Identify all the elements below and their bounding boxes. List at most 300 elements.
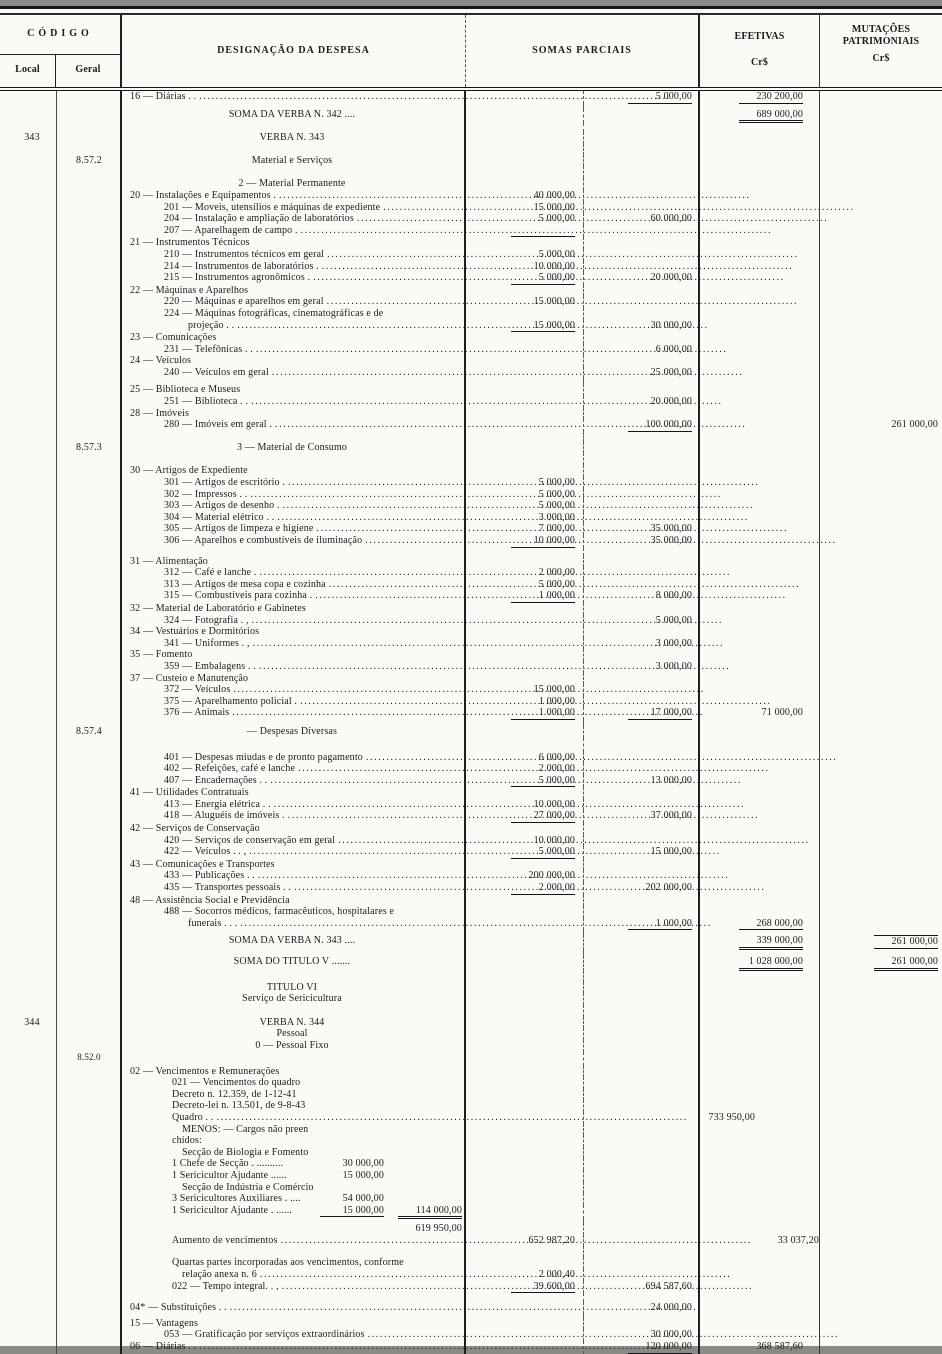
amount-value: 268 000,00: [739, 918, 803, 931]
cell-designacao: [122, 1257, 466, 1269]
cell-soma-parcial-1: [466, 308, 584, 320]
cell-codigo-geral: [57, 144, 122, 155]
item-label: 231 — Telefônicas . .: [164, 343, 253, 355]
cell-codigo-local: [0, 1017, 57, 1029]
cell-efetivas: [700, 1147, 820, 1159]
cell-mutacoes: [820, 763, 942, 775]
cell-soma-parcial-2: [584, 1052, 700, 1066]
item-label: 280 — Imóveis em geral .: [164, 419, 273, 431]
table-row: [0, 396, 942, 408]
cell-codigo-local: [0, 144, 57, 155]
cell-soma-parcial-2: [584, 332, 700, 344]
cell-soma-parcial-2: [584, 1112, 700, 1124]
cell-codigo-local: [0, 1269, 57, 1281]
cell-efetivas: [700, 882, 820, 895]
item-label: 407 — Encadernações . .: [164, 774, 268, 786]
amount-value: 20 000,00: [650, 272, 692, 284]
cell-efetivas: [700, 432, 820, 442]
cell-soma-parcial-2: [584, 477, 700, 489]
cell-soma-parcial-1: [466, 166, 584, 178]
cell-efetivas: [700, 1112, 820, 1124]
cell-soma-parcial-1: [466, 1318, 584, 1330]
section-heading: 2 — Material Permanente: [238, 178, 346, 190]
cell-designacao: [122, 638, 466, 650]
cell-mutacoes: [820, 190, 942, 202]
cell-designacao: [122, 993, 466, 1005]
cell-efetivas: [700, 556, 820, 568]
table-row: [0, 272, 942, 285]
cell-soma-parcial-2: [584, 355, 700, 367]
cell-codigo-local: [0, 109, 57, 124]
cell-designacao: [122, 787, 466, 799]
cell-soma-parcial-1: [466, 367, 584, 379]
table-row: [0, 918, 942, 931]
amount-value: 368 587,60: [756, 1341, 803, 1353]
cell-soma-parcial-1: [466, 1293, 584, 1302]
cell-soma-parcial-1: [466, 535, 584, 548]
spacer-row: [0, 738, 942, 752]
cell-soma-parcial-2: [584, 1302, 700, 1314]
cell-designacao: [122, 320, 466, 333]
cell-efetivas: [700, 696, 820, 708]
cell-codigo-local: [0, 225, 57, 238]
cell-efetivas: [700, 649, 820, 661]
cell-codigo-local: [0, 132, 57, 144]
cell-soma-parcial-1: [466, 225, 584, 238]
cell-codigo-geral: [57, 626, 122, 638]
table-row: [0, 384, 942, 396]
cell-efetivas: [700, 567, 820, 579]
item-label: 359 — Embalagens . .: [164, 660, 256, 672]
cell-soma-parcial-2: [584, 626, 700, 638]
cell-designacao: [122, 144, 466, 155]
cell-codigo-local: [0, 707, 57, 720]
cell-designacao: [122, 738, 466, 752]
cell-efetivas: [700, 1302, 820, 1314]
cell-codigo-geral: [57, 810, 122, 823]
cell-soma-parcial-1: [466, 1235, 584, 1247]
section-heading: Pessoal: [276, 1028, 308, 1040]
spacer-row: [0, 1005, 942, 1017]
cell-soma-parcial-2: [584, 661, 700, 673]
spacer: [308, 1147, 462, 1159]
cell-efetivas: [700, 661, 820, 673]
table-row: [0, 661, 942, 673]
cell-efetivas: [700, 799, 820, 811]
item-label: 313 — Artigos de mesa copa e cozinha: [164, 578, 326, 590]
spacer-row: [0, 453, 942, 465]
amount-value: 694 587,60: [645, 1280, 692, 1292]
amount-value: 33 037,20: [777, 1234, 819, 1246]
cell-efetivas: [700, 846, 820, 859]
table-row: [0, 982, 942, 994]
item-label: 02 — Vencimentos e Remunerações: [130, 1065, 280, 1077]
cell-codigo-local: [0, 465, 57, 477]
item-label: 24 — Veículos: [130, 355, 192, 367]
item-label: Aumento de vencimentos: [172, 1234, 278, 1246]
cell-designacao: [122, 237, 466, 249]
cell-soma-parcial-1: [466, 661, 584, 673]
cell-codigo-geral: [57, 1089, 122, 1101]
cell-designacao: [122, 285, 466, 297]
cell-designacao: [122, 512, 466, 524]
cell-designacao: [122, 603, 466, 615]
cell-soma-parcial-1: [466, 261, 584, 273]
cell-efetivas: [700, 1089, 820, 1101]
cell-codigo-geral: [57, 993, 122, 1005]
column-header-efetivas: [700, 15, 820, 87]
cell-soma-parcial-2: [584, 906, 700, 918]
item-label: 422 — Veículos . . ,: [164, 846, 247, 858]
table-row: [0, 799, 942, 811]
cell-codigo-geral: [57, 846, 122, 859]
cell-codigo-local: [0, 993, 57, 1005]
cell-designacao: [122, 308, 466, 320]
cell-mutacoes: [820, 859, 942, 871]
cell-codigo-geral: [57, 396, 122, 408]
cell-designacao: [122, 1052, 466, 1066]
designacao-amount: [312, 1193, 384, 1205]
cell-efetivas: [700, 1066, 820, 1078]
cell-mutacoes: [820, 696, 942, 708]
cell-soma-parcial-2: [584, 1147, 700, 1159]
amount-value: 5 000,00: [538, 488, 575, 500]
cell-codigo-local: [0, 1077, 57, 1089]
cell-soma-parcial-1: [466, 453, 584, 465]
cell-soma-parcial-2: [584, 993, 700, 1005]
cell-mutacoes: [820, 823, 942, 835]
cell-soma-parcial-2: [584, 1066, 700, 1078]
cell-soma-parcial-1: [466, 982, 584, 994]
table-row: [0, 109, 942, 124]
cell-soma-parcial-2: [584, 384, 700, 396]
cell-soma-parcial-2: [584, 870, 700, 882]
cell-soma-parcial-2: [584, 1341, 700, 1354]
cell-mutacoes: [820, 726, 942, 738]
cell-mutacoes: [820, 590, 942, 603]
cell-soma-parcial-1: [466, 144, 584, 155]
cell-designacao: [122, 225, 466, 238]
cell-designacao: [122, 1028, 466, 1040]
cell-designacao: [122, 971, 466, 982]
cell-codigo-geral: [57, 752, 122, 764]
table-row: [0, 237, 942, 249]
column-header-somas-parciais: SOMAS PARCIAIS: [466, 15, 700, 87]
cell-mutacoes: [820, 673, 942, 685]
table-row: [0, 956, 942, 971]
cell-soma-parcial-2: [584, 1269, 700, 1281]
amount-value: 27 000,00: [511, 810, 575, 823]
cell-designacao: [122, 123, 466, 132]
cell-efetivas: [700, 512, 820, 524]
cell-mutacoes: [820, 432, 942, 442]
amount-value: 1 000,00: [511, 707, 575, 720]
item-label: 3 Sericicultores Auxiliares . ....: [172, 1193, 301, 1205]
cell-codigo-geral: [57, 355, 122, 367]
cell-efetivas: [700, 615, 820, 627]
cell-efetivas: [700, 396, 820, 408]
table-row: [0, 535, 942, 548]
cell-designacao: [122, 626, 466, 638]
cell-soma-parcial-2: [584, 1193, 700, 1205]
cell-efetivas: [700, 859, 820, 871]
cell-codigo-local: [0, 823, 57, 835]
amount-value: 8.57.2: [76, 154, 102, 166]
cell-mutacoes: [820, 419, 942, 432]
cell-codigo-local: [0, 775, 57, 788]
cell-soma-parcial-1: [466, 123, 584, 132]
cell-mutacoes: [820, 649, 942, 661]
cell-soma-parcial-1: [466, 396, 584, 408]
cell-codigo-local: [0, 1005, 57, 1017]
item-label: 433 — Publicações . .: [164, 870, 255, 882]
amount-value: 120 000,00: [628, 1341, 692, 1354]
cell-codigo-local: [0, 1089, 57, 1101]
cell-soma-parcial-1: [466, 1100, 584, 1112]
cell-soma-parcial-1: [466, 696, 584, 708]
cell-codigo-local: [0, 453, 57, 465]
cell-mutacoes: [820, 1040, 942, 1052]
table-row: [0, 296, 942, 308]
cell-codigo-local: [0, 320, 57, 333]
designacao-amount: [384, 1170, 462, 1182]
cell-designacao: [122, 1040, 466, 1052]
spacer: [192, 649, 462, 661]
cell-mutacoes: [820, 1205, 942, 1220]
amount-value: 10 000,00: [511, 535, 575, 548]
spacer-row: [0, 166, 942, 178]
cell-soma-parcial-1: [466, 523, 584, 535]
table-row: [0, 603, 942, 615]
amount-value: 2 000,40: [538, 1269, 575, 1281]
cell-soma-parcial-2: [584, 935, 700, 950]
cell-mutacoes: [820, 548, 942, 556]
table-row: [0, 590, 942, 603]
table-row: [0, 213, 942, 225]
cell-soma-parcial-2: [584, 579, 700, 591]
cell-codigo-geral: [57, 261, 122, 273]
cell-mutacoes: [820, 556, 942, 568]
table-row: [0, 810, 942, 823]
amount-value: 1 028 000,00: [739, 956, 803, 971]
table-row: [0, 419, 942, 432]
cell-efetivas: [700, 1269, 820, 1281]
cell-efetivas: [700, 1040, 820, 1052]
cell-soma-parcial-1: [466, 971, 584, 982]
cell-codigo-local: [0, 535, 57, 548]
cell-codigo-local: [0, 661, 57, 673]
cell-efetivas: [700, 579, 820, 591]
cell-mutacoes: [820, 1318, 942, 1330]
cell-efetivas: [700, 1124, 820, 1136]
cell-codigo-geral: [57, 1077, 122, 1089]
cell-codigo-local: [0, 237, 57, 249]
cell-codigo-geral: [57, 1193, 122, 1205]
cell-soma-parcial-1: [466, 1281, 584, 1294]
cell-soma-parcial-1: [466, 918, 584, 931]
cell-efetivas: [700, 190, 820, 202]
cell-codigo-local: [0, 1100, 57, 1112]
cell-codigo-geral: [57, 123, 122, 132]
cell-efetivas: [700, 109, 820, 124]
cell-codigo-geral: [57, 935, 122, 950]
cell-soma-parcial-2: [584, 971, 700, 982]
cell-efetivas: [700, 489, 820, 501]
cell-mutacoes: [820, 626, 942, 638]
cell-codigo-geral: [57, 895, 122, 907]
cell-soma-parcial-1: [466, 859, 584, 871]
cell-soma-parcial-1: [466, 707, 584, 720]
cell-codigo-geral: [57, 590, 122, 603]
cell-mutacoes: [820, 1341, 942, 1354]
cell-soma-parcial-2: [584, 1124, 700, 1136]
cell-designacao: [122, 249, 466, 261]
cell-soma-parcial-1: [466, 465, 584, 477]
cell-mutacoes: [820, 982, 942, 994]
cell-designacao: [122, 296, 466, 308]
cell-soma-parcial-1: [466, 993, 584, 1005]
table-row: [0, 1329, 942, 1341]
spacer: [308, 1124, 462, 1136]
item-label: 315 — Combustíveis para cozinha .: [164, 590, 313, 602]
cell-codigo-geral: [57, 419, 122, 432]
cell-designacao: [122, 500, 466, 512]
spacer-row: [0, 1293, 942, 1302]
spacer: [287, 1170, 312, 1182]
spacer: [248, 465, 462, 477]
item-label: 488 — Socorros médicos, farmacêuticos, hospitalares e: [164, 906, 395, 918]
table-row: [0, 249, 942, 261]
cell-codigo-geral: [57, 1223, 122, 1235]
amount-value: 261 000,00: [874, 935, 938, 949]
cell-soma-parcial-1: [466, 344, 584, 356]
cell-soma-parcial-1: [466, 489, 584, 501]
cell-soma-parcial-2: [584, 465, 700, 477]
cell-mutacoes: [820, 332, 942, 344]
item-label: 37 — Custeio e Manutenção: [130, 672, 249, 684]
cell-designacao: [122, 1135, 466, 1147]
cell-soma-parcial-1: [466, 1017, 584, 1029]
item-label: 207 — Aparelhagem de campo .: [164, 224, 298, 236]
table-row: [0, 567, 942, 579]
cell-designacao: [122, 272, 466, 285]
item-label: [122, 1223, 172, 1235]
item-label: 375 — Aparelhamento policial .: [164, 695, 298, 707]
cell-soma-parcial-2: [584, 1182, 700, 1194]
cell-soma-parcial-1: [466, 956, 584, 971]
cell-mutacoes: [820, 1017, 942, 1029]
cell-mutacoes: [820, 1066, 942, 1078]
cell-soma-parcial-1: [466, 906, 584, 918]
table-row: [0, 846, 942, 859]
cell-efetivas: [700, 810, 820, 823]
cell-efetivas: [700, 296, 820, 308]
cell-codigo-geral: [57, 548, 122, 556]
cell-mutacoes: [820, 1302, 942, 1314]
table-row: [0, 906, 942, 918]
item-label: 20 — Instalações e Equipamentos .: [130, 189, 277, 201]
cell-designacao: [122, 261, 466, 273]
cell-codigo-geral: [57, 1005, 122, 1017]
cell-soma-parcial-1: [466, 556, 584, 568]
item-label: 16 — Diárias . .: [130, 91, 197, 102]
cell-codigo-geral: [57, 1302, 122, 1314]
cell-mutacoes: [820, 1170, 942, 1182]
spacer: [305, 1100, 462, 1112]
cell-efetivas: [700, 166, 820, 178]
cell-efetivas: [700, 1028, 820, 1040]
cell-designacao: [122, 1329, 466, 1341]
cell-soma-parcial-2: [584, 615, 700, 627]
cell-efetivas: [700, 1100, 820, 1112]
cell-codigo-local: [0, 1066, 57, 1078]
cell-codigo-geral: [57, 1235, 122, 1247]
cell-soma-parcial-1: [466, 155, 584, 167]
amount-value: 5 000,00: [538, 578, 575, 590]
item-label: 376 — Animais: [164, 707, 230, 719]
table-row: [0, 500, 942, 512]
cell-mutacoes: [820, 132, 942, 144]
cell-mutacoes: [820, 1223, 942, 1235]
cell-mutacoes: [820, 1235, 942, 1247]
cell-efetivas: [700, 465, 820, 477]
cell-efetivas: [700, 787, 820, 799]
cell-efetivas: [700, 1281, 820, 1294]
cell-soma-parcial-2: [584, 132, 700, 144]
item-label: 402 — Refeições, café e lanche: [164, 763, 296, 775]
cell-designacao: [122, 835, 466, 847]
cell-soma-parcial-1: [466, 603, 584, 615]
cell-efetivas: [700, 442, 820, 454]
cell-codigo-local: [0, 684, 57, 696]
cell-designacao: [122, 1077, 466, 1089]
cell-efetivas: [700, 775, 820, 788]
cell-codigo-local: [0, 1124, 57, 1136]
cell-efetivas: [700, 823, 820, 835]
item-label: projeção . .: [188, 319, 235, 331]
spacer-row: [0, 144, 942, 155]
cell-codigo-geral: [57, 579, 122, 591]
cell-codigo-geral: [57, 1293, 122, 1302]
cell-designacao: [122, 906, 466, 918]
spacer: [208, 556, 462, 568]
cell-soma-parcial-2: [584, 1028, 700, 1040]
cell-designacao: [122, 673, 466, 685]
amount-value: 24 000,00: [650, 1302, 692, 1314]
efetivas-label: EFETIVAS: [734, 31, 785, 42]
cell-mutacoes: [820, 1158, 942, 1170]
cell-soma-parcial-2: [584, 1246, 700, 1257]
cell-codigo-local: [0, 384, 57, 396]
table-row: [0, 1302, 942, 1314]
cell-soma-parcial-2: [584, 810, 700, 823]
cell-efetivas: [700, 1341, 820, 1354]
cell-codigo-geral: [57, 1100, 122, 1112]
cell-codigo-geral: [57, 1052, 122, 1066]
cell-soma-parcial-1: [466, 835, 584, 847]
cell-soma-parcial-2: [584, 763, 700, 775]
cell-designacao: [122, 775, 466, 788]
cell-efetivas: [700, 1158, 820, 1170]
cell-codigo-geral: [57, 512, 122, 524]
cell-efetivas: [700, 726, 820, 738]
cell-codigo-local: [0, 477, 57, 489]
cell-mutacoes: [820, 603, 942, 615]
cell-designacao: [122, 367, 466, 379]
cell-mutacoes: [820, 1112, 942, 1124]
cell-soma-parcial-2: [584, 859, 700, 871]
cell-codigo-geral: [57, 787, 122, 799]
